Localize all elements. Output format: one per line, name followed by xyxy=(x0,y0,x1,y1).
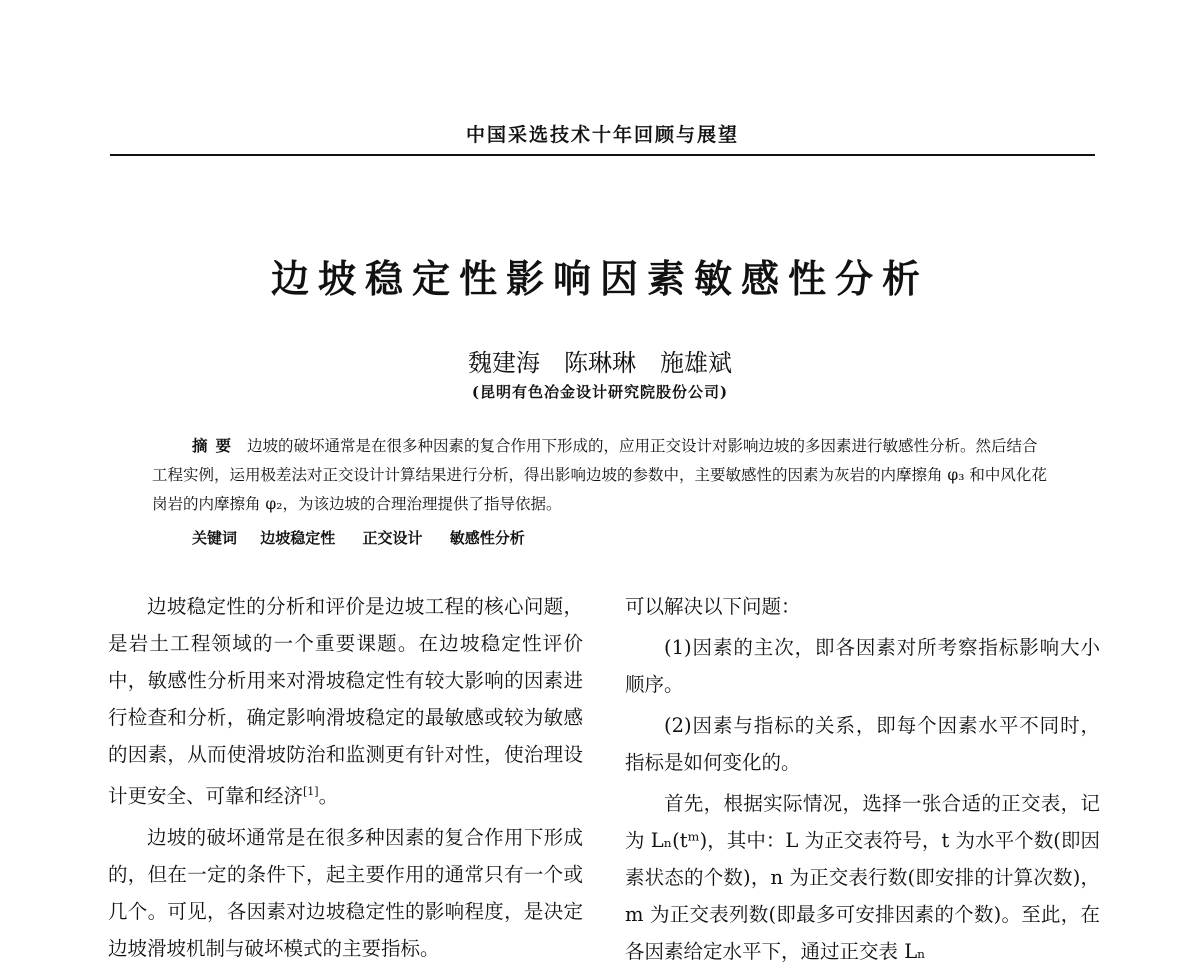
body-paragraph-1 xyxy=(108,588,583,815)
body-paragraph-4: (1)因素的主次，即各因素对所考察指标影响大小顺序。 xyxy=(625,636,1100,696)
body-paragraph-2: 边坡的破坏通常是在很多种因素的复合作用下形成的，但在一定的条件下，起主要作用的通常只有一个或几个。可见，各因素对边坡稳定性的影响程度，是决定边坡滑坡机制与破坏模式的主要指标。 xyxy=(108,825,583,960)
body-paragraph-1-text: 边坡稳定性的分析和评价是边坡工程的核心问题，是岩土工程领域的一个重要课题。在边坡稳定性评价中，敏感性分析用来对滑坡稳定性有较大影响的因素进行检查和分析，确定影响滑坡稳定的最敏感或较为敏感的因素，从而使滑坡防治和监测更有针对性，使治理设计更安全、可靠和经济 xyxy=(108,595,583,808)
body-paragraph-6: 首先，根据实际情况，选择一张合适的正交表，记为 Lₙ(tᵐ)，其中：L 为正交表符号，t 为水平个数(即因素状态的个数)，n 为正交表行数(即安排的计算次数)，m 为正交表列数(即最多可安排因素的个数)。至此，在各因素给定水平下，通过正交表 Lₙ xyxy=(625,792,1100,963)
paragraph-end-mark: 。 xyxy=(318,784,339,808)
abstract-label: 摘要 xyxy=(192,436,240,455)
affiliation: (昆明有色冶金设计研究院股份公司) xyxy=(471,383,729,401)
body-column-right xyxy=(625,588,1100,974)
body-column-left xyxy=(108,588,583,971)
keyword-2: 正交设计 xyxy=(362,529,423,547)
keyword-3: 敏感性分析 xyxy=(449,529,525,547)
running-header: 中国采选技术十年回顾与展望 xyxy=(465,124,739,146)
body-paragraph-5: (2)因素与指标的关系，即每个因素水平不同时，指标是如何变化的。 xyxy=(625,714,1100,774)
keyword-1: 边坡稳定性 xyxy=(260,529,336,547)
keywords-label: 关键词 xyxy=(192,529,238,547)
header-rule xyxy=(110,154,1095,156)
abstract xyxy=(152,431,1052,519)
paper-title: 边坡稳定性影响因素敏感性分析 xyxy=(270,256,929,301)
abstract-text: 边坡的破坏通常是在很多种因素的复合作用下形成的，应用正交设计对影响边坡的多因素进行敏感性分析。然后结合工程实例，运用极差法对正交设计计算结果进行分析，得出影响边坡的参数中，主要敏感性的因素为灰岩的内摩擦角 φ₃ 和中风化花岗岩的内摩擦角 φ₂，为该边坡的合理治理提供了指导依据。 xyxy=(152,437,1047,513)
body-paragraph-3: 可以解决以下问题： xyxy=(625,595,801,618)
authors: 魏建海 陈琳琳 施雄斌 xyxy=(468,349,732,377)
citation-1[interactable]: [1] xyxy=(303,785,319,798)
keywords xyxy=(192,527,547,548)
